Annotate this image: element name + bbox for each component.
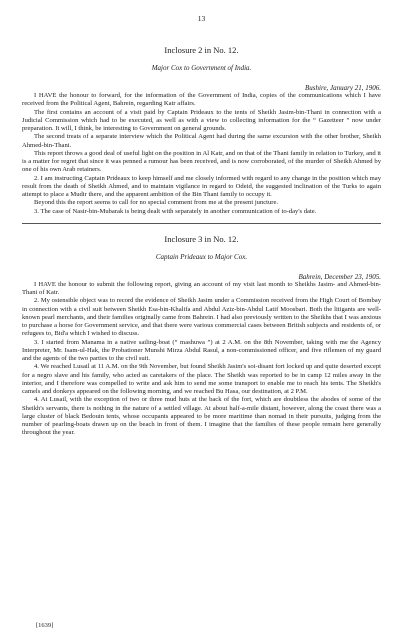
paragraph: 4. We reached Lusail at 11 A.M. on the 9th November, but found Sheikh Jasim's soi-disant fort locked up and quite deserted except for a negro slave and his family, who acted as caretakers of the place. The Sheikh was reported to be in camp 12 miles away in the interior, and I therefore was compelled to write and ask him to send me some transport to enable me to reach his tents. The Sheikh's camels and donkeys appeared on the following morning, and we reached Bu Hasa, our destination, at 2 P.M. bbox=[22, 363, 381, 395]
inclosure-3 bbox=[22, 234, 381, 438]
inclosure-2-subtitle: Major Cox to Government of India. bbox=[151, 64, 252, 72]
paragraph: This report throws a good deal of useful light on the position in Al Katr, and on that of the Thani family in relation to Turkey, and it is a matter for regret that since it was penned a rumour has been received, and is now corroborated, of the murder of Sheikh Ahmed by one of his own Arab retainers. bbox=[22, 149, 381, 174]
paragraph: 2. I am instructing Captain Prideaux to keep himself and me closely informed with regard to any change in the position which may result from the death of Sheikh Ahmed, and to maintain vigilance in regard to Odeid, the suggested inclination of the Turks to again attempt to place a Mudir there, and the apparent ambition of the Bin Thani family to occupy it. bbox=[22, 174, 381, 198]
paragraph: The second treats of a separate interview which the Political Agent had during the same excursion with the other brother, Sheikh Ahmed-bin-Thani. bbox=[22, 133, 381, 149]
inclosure-3-subtitle: Captain Prideaux to Major Cox. bbox=[155, 252, 248, 261]
section-divider bbox=[22, 223, 381, 224]
inclosure-3-dateline: Bahrein, December 23, 1905. bbox=[298, 272, 381, 281]
inclosure-3-heading: Inclosure 3 in No. 12. bbox=[164, 233, 239, 244]
print-reference: [1639] bbox=[36, 622, 54, 629]
paragraph: 4. At Lusail, with the exception of two or three mud huts at the back of the fort, which are doubtless the abodes of some of the Sheikh's servants, there is nothing in the nature of a settled village. At about half-a-mile distant, however, along the coast there was a large cluster of black Bedouin tents, whose occupants appeared to be more maritime than nomad in their pursuits, judging from the number of pearling-boats drawn up on the beach in front of them. I imagine that the families of these people remain here generally throughout the year. bbox=[22, 396, 381, 437]
inclosure-2-heading: Inclosure 2 in No. 12. bbox=[164, 45, 239, 55]
paragraph: 2. My ostensible object was to record the evidence of Sheikh Jasim under a Commission received from the High Court of Bombay in connection with a civil suit between Sheikh Esa-bin-Khalifa and Abdul Aziz-bin-Abdul Latif Moosbari. Both the litigants are well-known pearl merchants, and their families originally came from Bahrein. I had also previously written to the Sheikhs that I was anxious to purchase a horse for Government service, and that there were various commercial cases between British subjects and residents of, or refugees to, Bid'a which I wished to discuss. bbox=[22, 297, 381, 338]
page-number: 13 bbox=[197, 14, 206, 23]
paragraph: Beyond this the report seems to call for no special comment from me at the present juncture. bbox=[34, 199, 279, 207]
paragraph: 3. I started from Manama in a native sailing-boat (“ mashuwa ”) at 2 A.M. on the 8th November, taking with me the Agency Interpreter, Mr. Isam-ul-Hak, the Probationer Munshi Mirza Abdul Rasul, a non-commissioned officer, and five riflemen of my guard and the agents of the two parties to the civil suit. bbox=[22, 338, 381, 362]
paragraph: The first contains an account of a visit paid by Captain Prideaux to the tents of Sheikh Jasim-bin-Thani in connection with a Judicial Commission which had to be executed, as well as with a view to collecting information for the “ Gazetteer ” now under preparation. It will, I think, be interesting to Government on general grounds. bbox=[22, 108, 381, 132]
paragraph: I HAVE the honour to submit the following report, giving an account of my visit last month to Sheikhs Jasim- and Ahmed-bin-Thani of Katr. bbox=[22, 280, 381, 296]
inclosure-2-dateline: Bushire, January 21, 1906. bbox=[305, 84, 381, 92]
inclosure-2 bbox=[22, 45, 381, 216]
paragraph: 3. The case of Nasir-bin-Mubarak is being dealt with separately in another communication of to-day's date. bbox=[34, 207, 317, 215]
paragraph: I HAVE the honour to forward, for the information of the Government of India, copies of the communications which I have received from the Political Agent, Bahrein, regarding Katr affairs. bbox=[22, 92, 381, 108]
